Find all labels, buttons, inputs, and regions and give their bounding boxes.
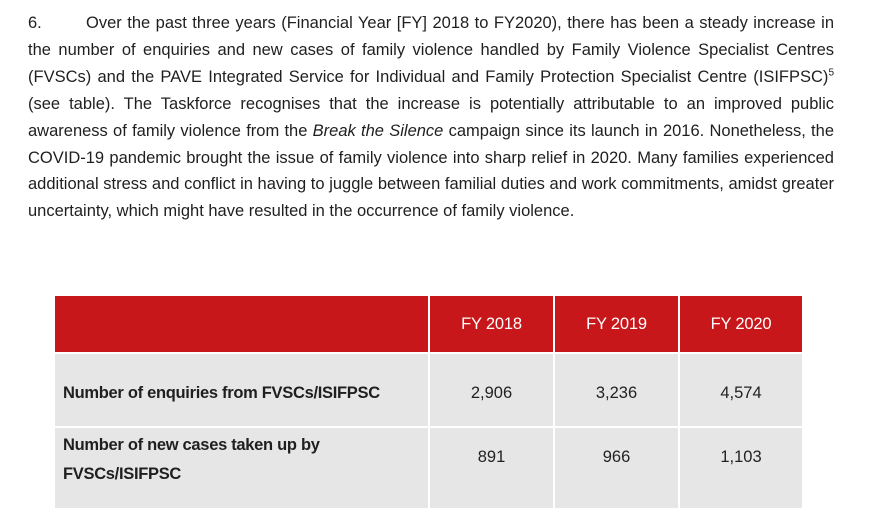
row-label-enquiries: Number of enquiries from FVSCs/ISIFPSC (55, 354, 428, 426)
cell-enquiries-fy2018: 2,906 (428, 354, 553, 426)
cell-enquiries-fy2019: 3,236 (553, 354, 678, 426)
campaign-name: Break the Silence (312, 121, 444, 140)
table-header-row (55, 296, 802, 352)
header-empty-cell (55, 296, 428, 352)
table-row (55, 354, 802, 426)
row-label-new-cases (55, 428, 428, 508)
header-fy2018: FY 2018 (428, 296, 553, 352)
paragraph-text-part1: Over the past three years (Financial Year [FY] 2018 to FY2020), there has been a steady increase in the number of enquiries and new cases of family violence handled by Family Violence Specialist Centres (FVSCs) and the PAVE Integrated Service for Individual and Family Protection Specialist Centre (ISIFPSC) (28, 14, 834, 86)
statistics-table (55, 296, 802, 508)
paragraph-number: 6. (28, 14, 42, 32)
paragraph-text-part3: campaign since its launch in 2016. Nonetheless, the COVID-19 pandemic brought the issue of family violence into sharp relief in 2020. Many families experienced additional stress and conflict in having to juggle between familial duties and work commitments, amidst greater uncertainty, which might have resulted in the occurrence of family violence. (28, 121, 834, 221)
body-paragraph (28, 10, 834, 225)
cell-enquiries-fy2020: 4,574 (678, 354, 802, 426)
table-row (55, 428, 802, 508)
header-fy2019: FY 2019 (553, 296, 678, 352)
paragraph-text-part2: (see table). The Taskforce recognises that the increase is potentially attributable to an improved public awareness of family violence from the (28, 94, 834, 140)
row-label-new-cases-line1: Number of new cases taken up by (63, 436, 320, 454)
row-label-new-cases-line2: FVSCs/ISIFPSC (63, 465, 182, 483)
cell-new-cases-fy2019: 966 (553, 428, 678, 508)
cell-new-cases-fy2020: 1,103 (678, 428, 802, 508)
header-fy2020: FY 2020 (678, 296, 802, 352)
cell-new-cases-fy2018: 891 (428, 428, 553, 508)
paragraph-text (28, 14, 834, 220)
footnote-reference: 5 (828, 67, 834, 79)
